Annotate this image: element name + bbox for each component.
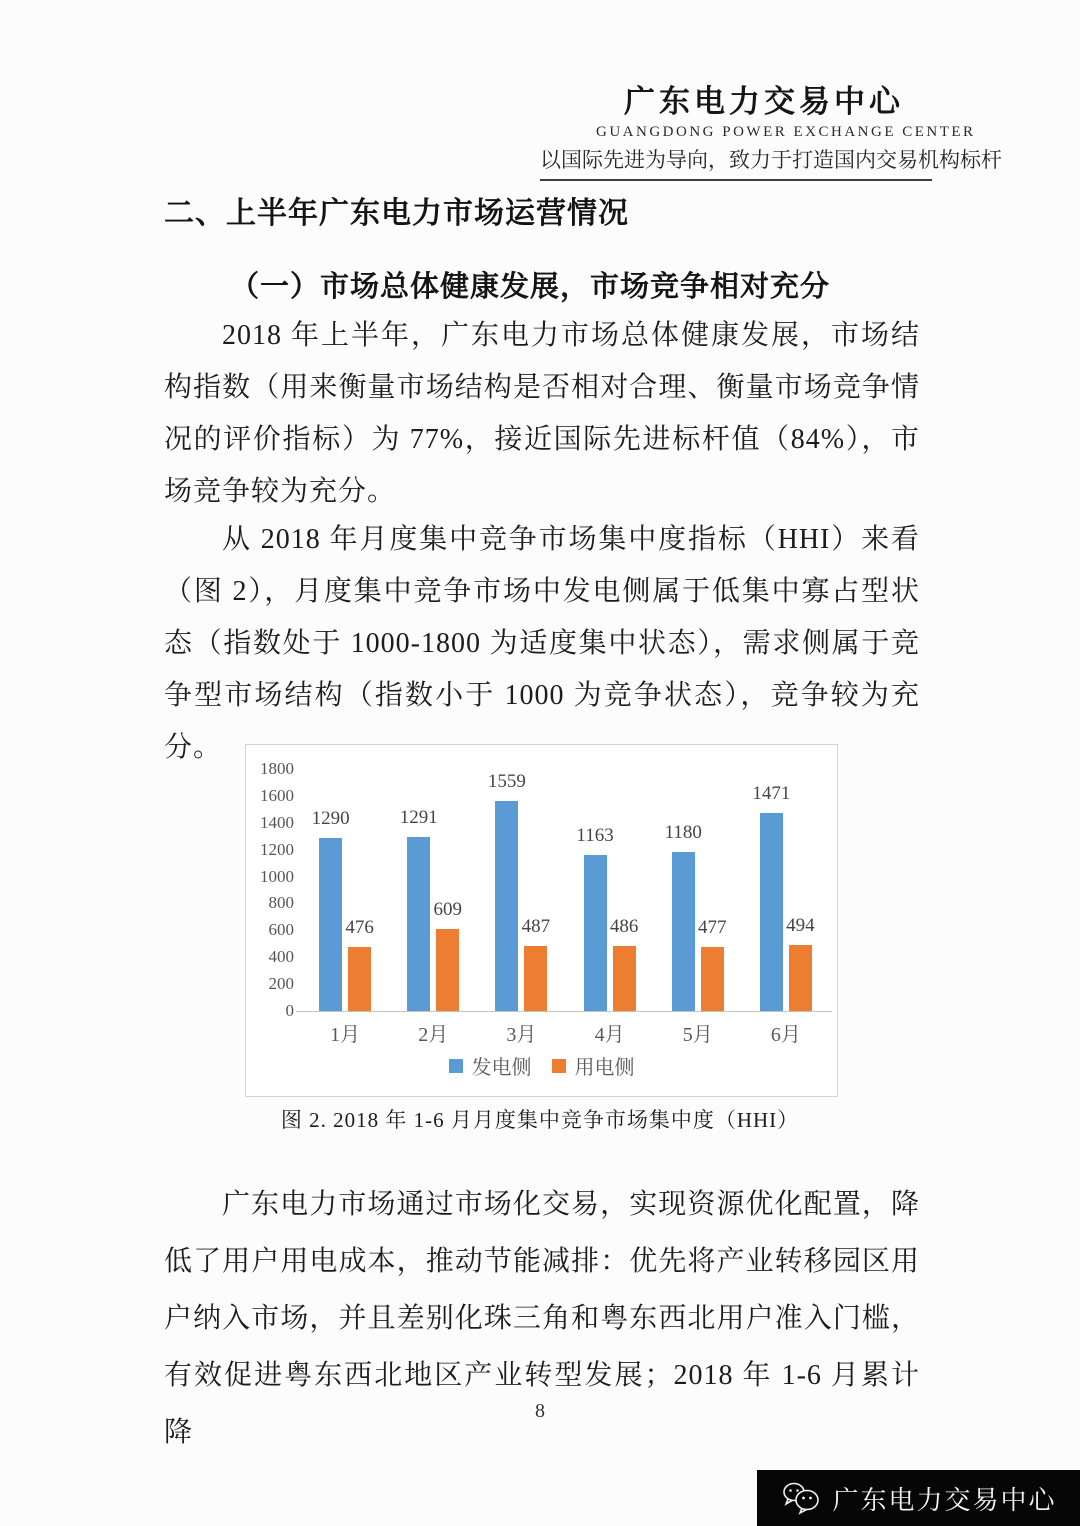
y-axis-tick-label: 400 <box>268 947 294 967</box>
y-axis-tick-label: 800 <box>268 893 294 913</box>
footer-brand-bar <box>757 1470 1080 1526</box>
org-name-cn: 广东电力交易中心 <box>624 84 904 119</box>
legend-swatch-consumption-side <box>552 1059 566 1073</box>
legend-item-consumption-side <box>552 1051 635 1080</box>
bar-value-label: 1559 <box>487 771 526 792</box>
x-axis-line <box>296 1011 832 1012</box>
bar-value-label: 1290 <box>311 808 350 829</box>
bar-generation-side <box>407 837 430 1011</box>
paragraph-2: 从 2018 年月度集中竞争市场集中度指标（HHI）来看（图 2），月度集中竞争市场中发电侧属于低集中寡占型状态（指数处于 1000-1800 为适度集中状态），需求侧属于竞争型市场结构（指数小于 1000 为竞争状态），竞争较为充分。 <box>164 524 920 763</box>
bar-consumption-side <box>348 947 371 1011</box>
org-name-en: GUANGDONG POWER EXCHANGE CENTER <box>596 124 976 140</box>
y-axis-tick-label: 1800 <box>260 759 294 778</box>
bar-generation-side <box>495 801 518 1011</box>
y-axis-tick-label: 0 <box>285 1001 294 1020</box>
bar-value-label: 477 <box>698 917 727 938</box>
y-axis-tick-label: 1400 <box>260 812 294 832</box>
x-axis-category-label: 2月 <box>418 1024 449 1046</box>
chart-legend <box>246 1051 837 1080</box>
footer-brand-name: 广东电力交易中心 <box>832 1484 1057 1515</box>
document-header <box>540 84 1002 181</box>
y-axis-tick-label: 1000 <box>260 866 294 886</box>
legend-swatch-generation-side <box>449 1059 463 1073</box>
x-axis-category-label: 1月 <box>330 1024 361 1046</box>
bar-consumption-side <box>613 946 636 1011</box>
subsection-heading: （一）市场总体健康发展，市场竞争相对充分 <box>230 271 831 303</box>
legend-item-generation-side <box>449 1051 532 1080</box>
x-axis-category-label: 6月 <box>770 1024 801 1046</box>
bar-value-label: 1163 <box>576 825 614 846</box>
bar-value-label: 1180 <box>664 822 702 843</box>
bar-generation-side <box>760 813 783 1011</box>
wechat-icon <box>780 1480 822 1516</box>
bar-consumption-side <box>436 929 459 1011</box>
bar-consumption-side <box>701 947 724 1011</box>
header-slogan: 以国际先进为导向，致力于打造国内交易机构标杆 <box>540 149 1002 172</box>
bar-consumption-side <box>789 945 812 1011</box>
legend-label: 发电侧 <box>471 1057 532 1079</box>
bar-value-label: 1471 <box>752 783 791 804</box>
y-axis-tick-label: 200 <box>268 974 294 994</box>
y-axis-tick-label: 600 <box>268 920 294 940</box>
bar-value-label: 487 <box>521 916 551 937</box>
bar-value-label: 476 <box>345 917 374 938</box>
paragraph-1: 2018 年上半年，广东电力市场总体健康发展，市场结构指数（用来衡量市场结构是否相对合理、衡量市场竞争情况的评价指标）为 77%，接近国际先进标杆值（84%），市场竞争较为充分。 <box>164 320 920 507</box>
page-number: 8 <box>535 1400 545 1422</box>
figure-caption: 图 2. 2018 年 1-6 月月度集中竞争市场集中度（HHI） <box>280 1108 800 1132</box>
section-heading: 二、上半年广东电力市场运营情况 <box>164 197 629 230</box>
bar-value-label: 486 <box>609 916 639 937</box>
bar-value-label: 494 <box>786 915 815 936</box>
hhi-bar-chart <box>245 744 838 1097</box>
legend-label: 用电侧 <box>574 1057 635 1079</box>
x-axis-category-label: 4月 <box>594 1024 625 1046</box>
bar-value-label: 609 <box>433 899 462 920</box>
x-axis-category-label: 3月 <box>506 1024 537 1046</box>
y-axis-tick-label: 1200 <box>260 839 294 859</box>
bar-value-label: 1291 <box>399 807 438 828</box>
x-axis-category-label: 5月 <box>682 1024 713 1046</box>
y-axis-tick-label: 1600 <box>260 785 294 805</box>
bar-consumption-side <box>524 946 547 1011</box>
paragraph-3: 广东电力市场通过市场化交易，实现资源优化配置，降低了用户用电成本，推动节能减排：优先将产业转移园区用户纳入市场，并且差别化珠三角和粤东西北用户准入门槛，有效促进粤东西北地区产业转型发展；2018 年 1-6 月累计降 <box>164 1189 920 1448</box>
